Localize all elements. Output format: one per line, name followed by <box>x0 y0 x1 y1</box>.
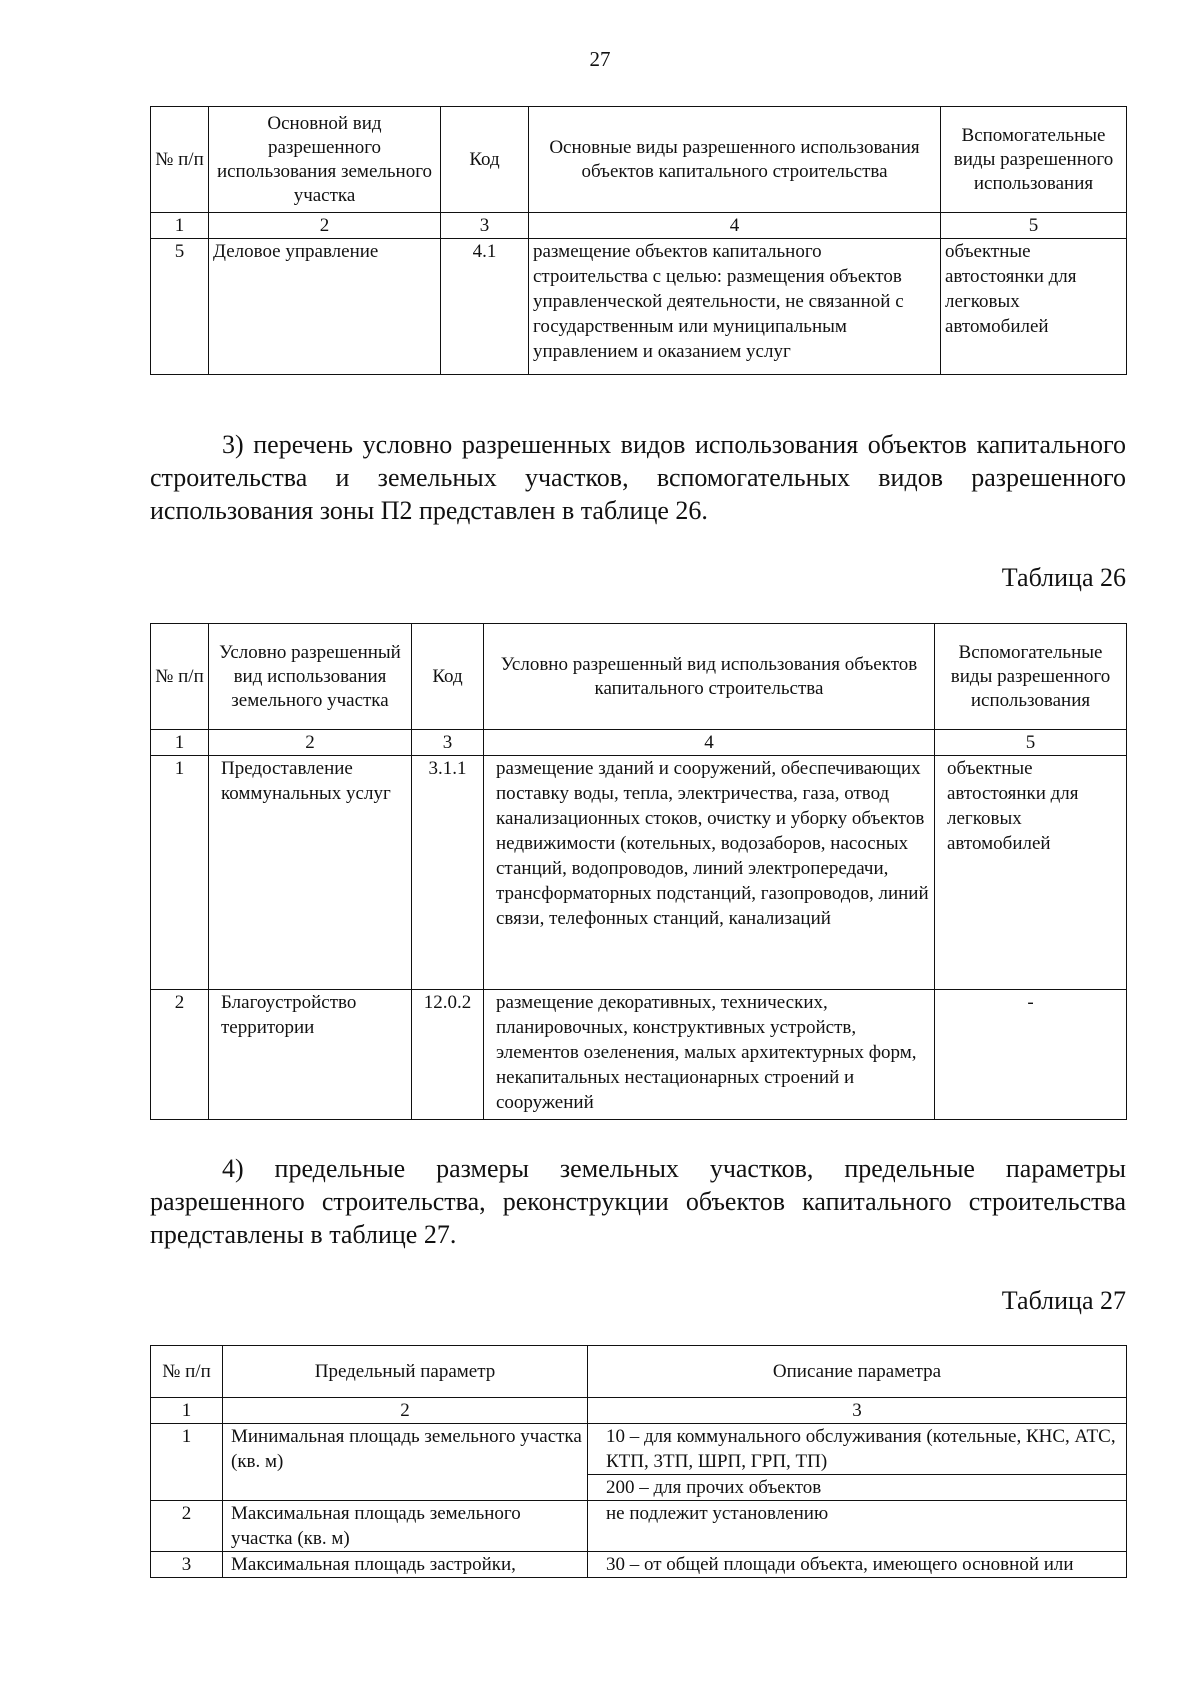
use-name: Деловое управление <box>209 239 441 375</box>
column-number-row <box>151 213 1127 239</box>
table-row <box>151 1552 1127 1578</box>
row-number: 1 <box>151 756 209 990</box>
page-number: 27 <box>589 47 611 71</box>
col-num-4: 4 <box>484 730 935 756</box>
aux-use: объектные автостоянки для легковых автомобилей <box>935 756 1127 990</box>
row-number: 3 <box>151 1552 223 1578</box>
col-num-3: 3 <box>412 730 484 756</box>
table-row <box>151 1501 1127 1552</box>
table-header-row <box>151 1346 1127 1398</box>
table-27 <box>150 1345 1127 1578</box>
use-description: размещение декоративных, технических, планировочных, конструктивных устройств, элементов озеленения, малых архитектурных форм, некапитальных нестационарных строений и сооружений <box>484 990 935 1120</box>
col-num-1: 1 <box>151 1398 223 1424</box>
column-number-row <box>151 1398 1127 1424</box>
param-description: 200 – для прочих объектов <box>588 1475 1127 1501</box>
header-aux-use: Вспомогательные виды разрешенного использования <box>935 624 1127 730</box>
param-name: Максимальная площадь земельного участка (кв. м) <box>223 1501 588 1552</box>
table-27-caption: Таблица 27 <box>1001 1286 1126 1315</box>
table-main-uses <box>150 106 1127 375</box>
use-name: Благоустройство территории <box>209 990 412 1120</box>
aux-use: объектные автостоянки для легковых автомобилей <box>941 239 1127 375</box>
table-header-row <box>151 624 1127 730</box>
header-code: Код <box>441 107 529 213</box>
header-param-description: Описание параметра <box>588 1346 1127 1398</box>
use-description: размещение зданий и сооружений, обеспечивающих поставку воды, тепла, электричества, газа, отвод канализационных стоков, очистку и уборку объектов недвижимости (котельных, водозаборов, насосных станций, водопроводов, линий электропередачи, трансформаторных подстанций, газопроводов, линий связи, телефонных станций, канализаций <box>484 756 935 990</box>
header-limit-param: Предельный параметр <box>223 1346 588 1398</box>
col-num-3: 3 <box>441 213 529 239</box>
header-num: № п/п <box>151 1346 223 1398</box>
col-num-3: 3 <box>588 1398 1127 1424</box>
table-header-row <box>151 107 1127 213</box>
col-num-5: 5 <box>935 730 1127 756</box>
row-number: 1 <box>151 1424 223 1501</box>
header-code: Код <box>412 624 484 730</box>
param-description: 30 – от общей площади объекта, имеющего основной или <box>588 1552 1127 1578</box>
col-num-2: 2 <box>209 213 441 239</box>
header-conditional-use-land: Условно разрешенный вид использования земельного участка <box>209 624 412 730</box>
param-description: не подлежит установлению <box>588 1501 1127 1552</box>
table-26 <box>150 623 1127 1120</box>
header-main-use-objects: Основные виды разрешенного использования объектов капитального строительства <box>529 107 941 213</box>
aux-use: - <box>935 990 1127 1120</box>
col-num-5: 5 <box>941 213 1127 239</box>
table-row <box>151 1424 1127 1475</box>
col-num-2: 2 <box>209 730 412 756</box>
header-num: № п/п <box>151 624 209 730</box>
header-aux-use: Вспомогательные виды разрешенного использования <box>941 107 1127 213</box>
use-code: 4.1 <box>441 239 529 375</box>
paragraph-item-3: 3) перечень условно разрешенных видов использования объектов капитального строительства и земельных участков, вспомогательных видов разрешенного использования зоны П2 представлен в таблице 26. <box>150 430 1126 525</box>
column-number-row <box>151 730 1127 756</box>
row-number: 2 <box>151 1501 223 1552</box>
col-num-1: 1 <box>151 730 209 756</box>
col-num-4: 4 <box>529 213 941 239</box>
paragraph-item-4: 4) предельные размеры земельных участков, предельные параметры разрешенного строительства, реконструкции объектов капитального строительства представлены в таблице 27. <box>150 1154 1126 1249</box>
use-description: размещение объектов капитального строительства с целью: размещения объектов управленческой деятельности, не связанной с государственным или муниципальным управлением и оказанием услуг <box>529 239 941 375</box>
header-num: № п/п <box>151 107 209 213</box>
use-name: Предоставление коммунальных услуг <box>209 756 412 990</box>
use-code: 12.0.2 <box>412 990 484 1120</box>
table-26-caption: Таблица 26 <box>1001 563 1126 592</box>
row-number: 2 <box>151 990 209 1120</box>
table-row <box>151 239 1127 375</box>
col-num-1: 1 <box>151 213 209 239</box>
header-conditional-use-objects: Условно разрешенный вид использования объектов капитального строительства <box>484 624 935 730</box>
row-number: 5 <box>151 239 209 375</box>
col-num-2: 2 <box>223 1398 588 1424</box>
table-row <box>151 990 1127 1120</box>
param-description: 10 – для коммунального обслуживания (котельные, КНС, АТС, КТП, 3ТП, ШРП, ГРП, ТП) <box>588 1424 1127 1475</box>
use-code: 3.1.1 <box>412 756 484 990</box>
param-name: Минимальная площадь земельного участка (кв. м) <box>223 1424 588 1501</box>
param-name: Максимальная площадь застройки, <box>223 1552 588 1578</box>
table-row <box>151 756 1127 990</box>
header-main-use-land: Основной вид разрешенного использования земельного участка <box>209 107 441 213</box>
